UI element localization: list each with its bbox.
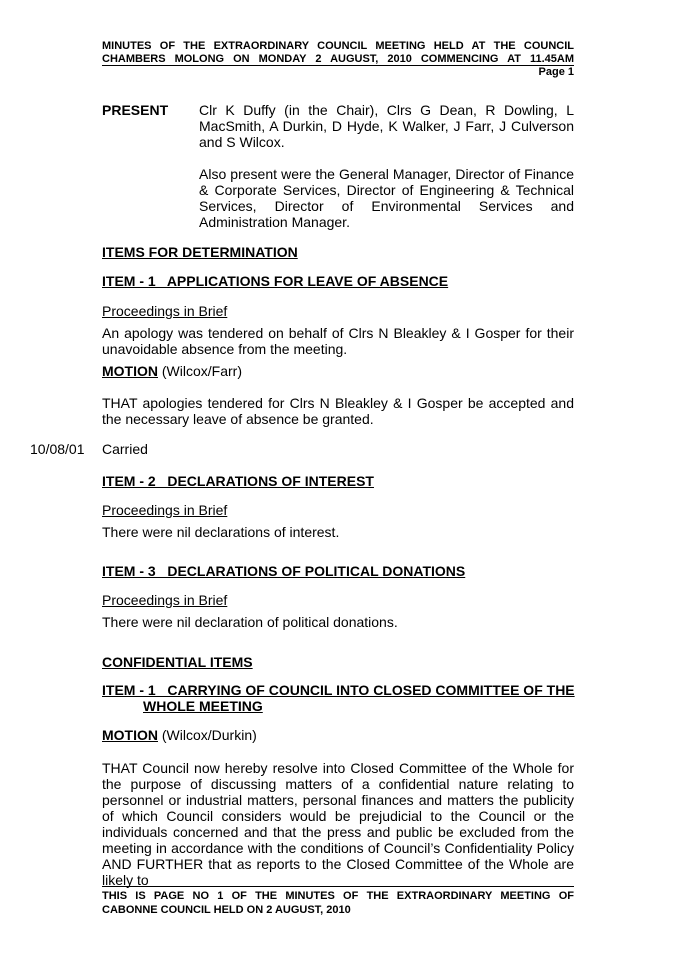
item1-motion-label: MOTION [102,363,158,379]
header-title-line2: CHAMBERS MOLONG ON MONDAY 2 AUGUST, 2010 COMMENCING AT 11.45AM [102,53,574,65]
conf-item1-heading-line2: WHOLE MEETING [143,698,263,714]
footer-line2: CABONNE COUNCIL HELD ON 2 AUGUST, 2010 [102,904,351,916]
conf-item1-motion-label: MOTION [102,727,158,743]
page-footer [102,889,574,917]
conf-item1-motion-text: THAT Council now hereby resolve into Closed Committee of the Whole for the purpose of discussing matters of a confidential nature relating to personnel or industrial matters, personal finances and matters the publicity of which Council considers would be prejudicial to the Council or the individuals concerned and that the press and public be excluded from the meeting in accordance with the conditions of Council’s Confidentiality Policy AND FURTHER that as reports to the Closed Committee of the Whole are likely to [102,760,574,888]
page-header [102,40,574,66]
footer-rule [102,886,574,887]
item2-proceedings-text: There were nil declarations of interest. [102,524,340,540]
item1-resolution-status: Carried [102,441,148,457]
present-also: Also present were the General Manager, Director of Finance & Corporate Services, Director of Engineering & Technical Services, Director of Environmental Services and Administration Manager. [199,166,574,230]
section-heading-confidential-items: CONFIDENTIAL ITEMS [102,654,253,670]
present-attendees: Clr K Duffy (in the Chair), Clrs G Dean, R Dowling, L MacSmith, A Durkin, D Hyde, K Walker, J Farr, J Culverson and S Wilcox. [199,102,574,150]
present-label: PRESENT [102,102,169,118]
item3-proceedings-label: Proceedings in Brief [102,592,228,608]
item1-heading: ITEM - 1 APPLICATIONS FOR LEAVE OF ABSENCE [102,273,449,289]
item1-motion [102,363,242,379]
conf-item1-motion [102,727,257,743]
item2-heading: ITEM - 2 DECLARATIONS OF INTEREST [102,473,374,489]
item3-proceedings-text: There were nil declaration of political donations. [102,614,398,630]
item2-proceedings-label: Proceedings in Brief [102,502,228,518]
item1-proceedings-label: Proceedings in Brief [102,303,228,319]
page-number: Page 1 [538,66,574,78]
conf-item1-motion-movers: (Wilcox/Durkin) [158,727,257,743]
item1-motion-movers: (Wilcox/Farr) [158,363,242,379]
header-title-line1: MINUTES OF THE EXTRAORDINARY COUNCIL MEETING HELD AT THE COUNCIL [102,40,574,52]
item1-proceedings-text: An apology was tendered on behalf of Clrs N Bleakley & I Gosper for their unavoidable absence from the meeting. [102,325,574,357]
item3-heading: ITEM - 3 DECLARATIONS OF POLITICAL DONATIONS [102,563,466,579]
section-heading-items-for-determination: ITEMS FOR DETERMINATION [102,244,298,260]
item1-motion-text: THAT apologies tendered for Clrs N Bleakley & I Gosper be accepted and the necessary leave of absence be granted. [102,395,574,427]
conf-item1-heading-line1: ITEM - 1 CARRYING OF COUNCIL INTO CLOSED COMMITTEE OF THE [102,682,575,698]
header-rule [102,65,574,66]
item1-resolution-number: 10/08/01 [30,441,85,457]
footer-line1: THIS IS PAGE NO 1 OF THE MINUTES OF THE EXTRAORDINARY MEETING OF [102,890,574,902]
